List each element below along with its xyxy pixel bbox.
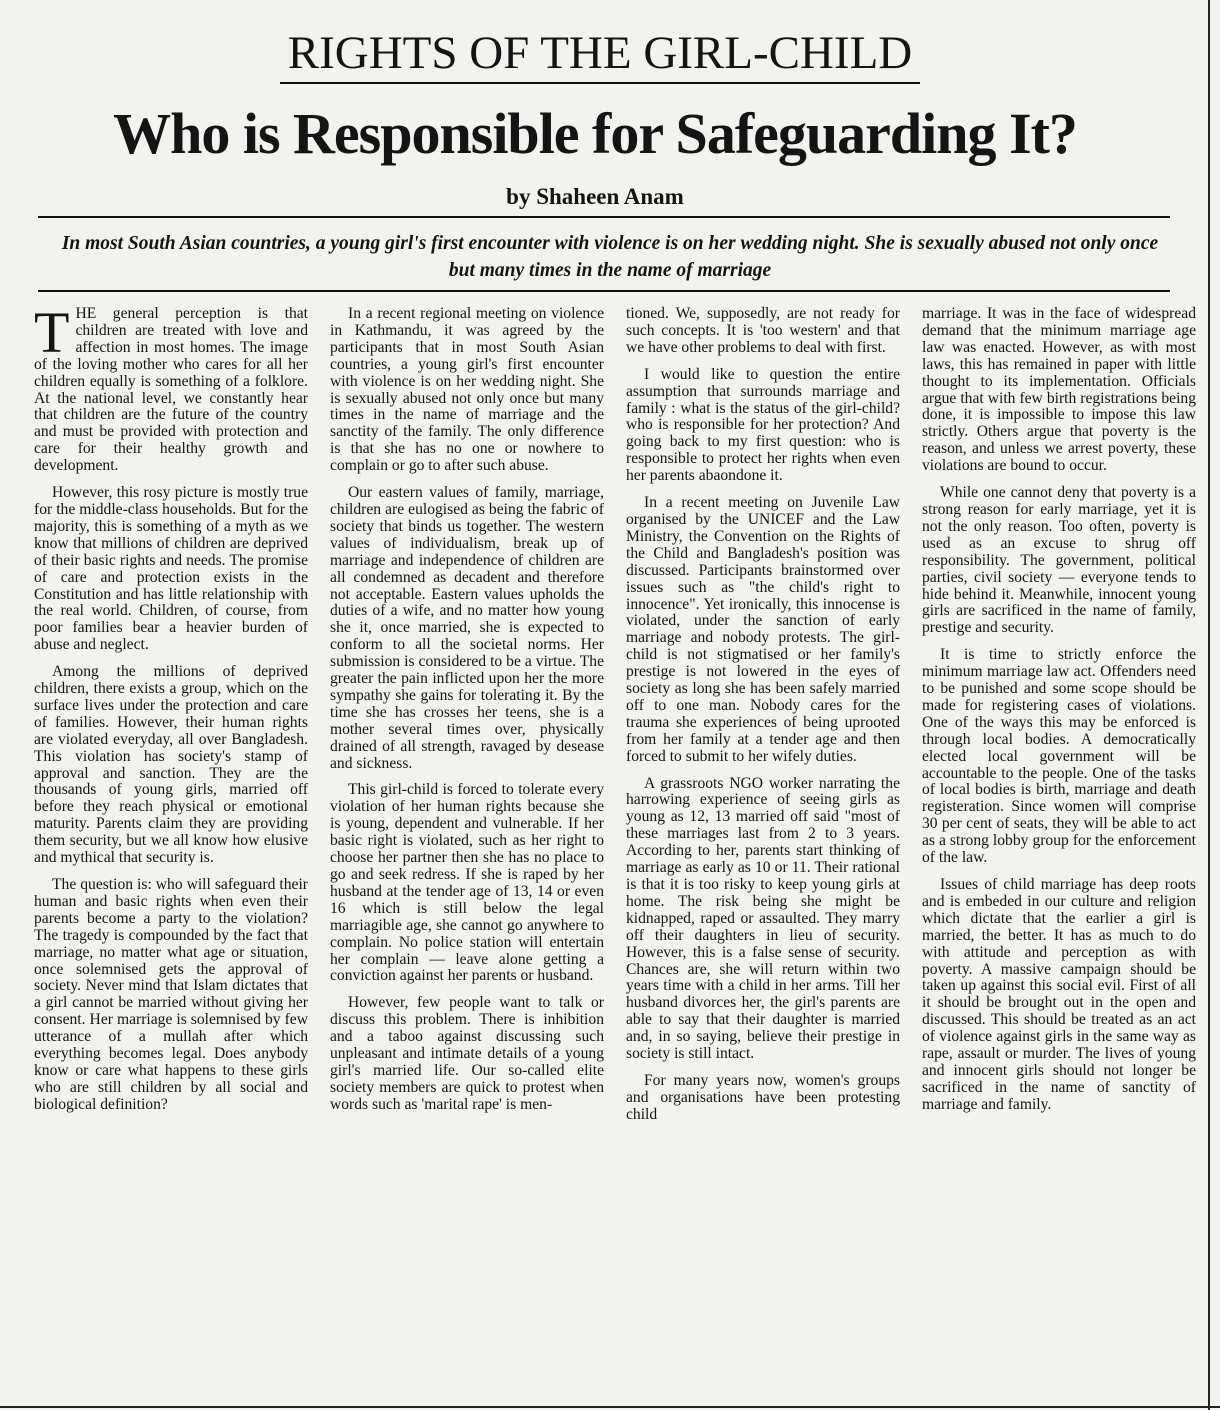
- paragraph: Our eastern values of family, marriage, children are eulogised as being the fabric of society that binds us together. The western values of individualism, break up of marriage and independence of children are all condemned as decadent and therefore not acceptable. Eastern values upholds the duties of a wife, and no matter how young she it, once married, she is expected to conform to all the societal norms. Her submission is considered to be a virtue. The greater the pain inflicted upon her the more sympathy she gains for tolerating it. By the time she has crosses her teens, she is a mother several times over, physically drained of all strength, ravaged by desease and sickness.: [330, 484, 604, 772]
- deck: In most South Asian countries, a young girl's first encounter with violence is on her wedding night. She is sexually abused not only once but many times in the name of marriage: [61, 233, 1159, 281]
- page-bottom-rule: [0, 1406, 1220, 1408]
- paragraph: In a recent meeting on Juvenile Law organised by the UNICEF and the Law Ministry, the Convention on the Rights of the Child and Bangladesh's position was discussed. Participants brainstormed over issues such as "the child's right to innocence". Yet ironically, this innocense is violated, under the sanction of early marriage and nobody protests. The girl-child is not stigmatised or her family's prestige is not lowered in the eyes of society as long she has been safely married off to one man. Nobody cares for the trauma she experiences of being uprooted from her family at a tender age and then forced to submit to her wifely duties.: [626, 494, 900, 765]
- paragraph: However, this rosy picture is mostly true for the middle-class households. But for the majority, this is something of a myth as we know that millions of children are deprived of their basic rights and needs. The promise of care and protection exists in the Constitution and has little relationship with the real world. Children, of course, from poor families bear a heavier burden of abuse and neglect.: [34, 484, 308, 654]
- paragraph: The question is: who will safeguard their human and basic rights when even their parents become a party to the violation? The tragedy is compounded by the fact that marriage, no matter what age or situation, once solemnised gets the approval of society. Never mind that Islam dictates that a girl cannot be married without giving her consent. Her marriage is solemnised by few utterance of a mullah after which everything becomes legal. Does anybody know or care what happens to these girls who are still children by all social and biological definition?: [34, 876, 308, 1113]
- paragraph: It is time to strictly enforce the minimum marriage law act. Offenders need to be punished and some scope should be made for registering cases of violations. One of the ways this may be enforced is through local bodies. A democratically elected local government will be accountable to the people. One of the tasks of local bodies is birth, marriage and death registeration. Since women will comprise 30 per cent of seats, they will be able to act as a strong lobby group for the enforcement of the law.: [922, 646, 1196, 867]
- deck-rule-top: [38, 216, 1170, 218]
- article-column-3: [626, 306, 900, 1392]
- deck-rule-bottom: [38, 290, 1170, 292]
- paragraph: However, few people want to talk or discuss this problem. There is inhibition and a taboo against discussing such unpleasant and intimate details of a young girl's married life. Our so-called elite society members are quick to protest when words such as 'marital rape' is men-: [330, 994, 604, 1113]
- paragraph: Issues of child marriage has deep roots and is embeded in our culture and religion which dictate that the earlier a girl is married, the better. It has as much to do with attitude and perception as with poverty. A massive campaign should be taken up against this social evil. First of all it should be brought out in the open and discussed. This should be treated as an act of violence against girls in the same way as rape, assault or murder. The lives of young and innocent girls should not longer be sacrificed in the name of sanctity of marriage and family.: [922, 876, 1196, 1113]
- article-column-2: [330, 306, 604, 1392]
- paragraph: This girl-child is forced to tolerate every violation of her human rights because she is young, dependent and vulnerable. If her basic right is violated, such as her right to choose her partner then she has no place to go and seek redress. If she is raped by her husband at the tender age of 13, 14 or even 16 which is still below the legal marriagible age, she cannot go anywhere to complain. No police station will entertain her complain — leave alone getting a conviction against her parents or husband.: [330, 781, 604, 985]
- paragraph: A grassroots NGO worker narrating the harrowing experience of seeing girls as young as 12, 13 married off said "most of these marriages last from 2 to 3 years. According to her, parents start thinking of marriage as early as 10 or 11. Their rational is that it is too risky to keep young girls at home. The risk being she might be kidnapped, raped or assaulted. They marry off their daughters in lieu of security. However, this is a false sense of security. Chances are, she will return within two years time with a child in her arms. Till her husband divorces her, the girl's parents are able to say that their daughter is married and, in so saying, believe their prestige in society is still intact.: [626, 774, 900, 1063]
- paragraph: For many years now, women's groups and organisations have been protesting child: [626, 1071, 900, 1123]
- paragraph: Among the millions of deprived children, there exists a group, which on the surface lives under the protection and care of families. However, their human rights are violated everyday, all over Bangladesh. This violation has society's stamp of approval and sanction. They are the thousands of young girls, married off before they reach physical or emotional maturity. Parents claim they are providing them security, but we all know how elusive and mythical that security is.: [34, 663, 308, 867]
- article-column-4: [922, 306, 1196, 1392]
- page-edge-rule: [1208, 0, 1210, 1410]
- byline: by Shaheen Anam: [506, 184, 684, 209]
- paragraph: I would like to question the entire assumption that surrounds marriage and family : what is the status of the girl-child? who is responsible for her protection? And going back to my first question: who is responsible to protect her rights when even her parents abaondone it.: [626, 365, 900, 485]
- article-body: [34, 306, 1196, 1392]
- drop-cap: T: [34, 306, 70, 365]
- article-column-1: [34, 306, 308, 1392]
- paragraph: [34, 306, 308, 475]
- headline: Who is Responsible for Safeguarding It?: [113, 101, 1077, 166]
- section-kicker: [0, 26, 1200, 84]
- kicker-text: RIGHTS OF THE GIRL-CHILD: [280, 26, 920, 84]
- paragraph: marriage. It was in the face of widespread demand that the minimum marriage age law was enacted. However, as with most laws, this has remained in paper with little thought to its implementation. Officials argue that with few birth registrations being done, it is impossible to impose this law strictly. Others argue that poverty is the reason, and unless we arrest poverty, these violations are bound to occur.: [922, 306, 1196, 475]
- paragraph: In a recent regional meeting on violence in Kathmandu, it was agreed by the participants that in most South Asian countries, a young girl's first encounter with violence is on her wedding night. She is sexually abused not only once but many times in the name of marriage and the sanctity of the family. The only difference is that she has no one or nowhere to complain or go to after such abuse.: [330, 306, 604, 475]
- paragraph: tioned. We, supposedly, are not ready for such concepts. It is 'too western' and that we have other problems to deal with first.: [626, 306, 900, 356]
- paragraph: While one cannot deny that poverty is a strong reason for early marriage, yet it is not the only reason. Too often, poverty is used as an excuse to shrug off responsibility. The government, political parties, civil society — everyone tends to hide behind it. Meanwhile, innocent young girls are sacrificed in the name of family, prestige and security.: [922, 484, 1196, 637]
- paragraph-text: HE general perception is that children are treated with love and affection in most homes. The image of the loving mother who cares for all her children equally is something of a folklore. At the national level, we constantly hear that children are the future of the country and must be provided with protection and care for their healthy growth and development.: [34, 306, 308, 475]
